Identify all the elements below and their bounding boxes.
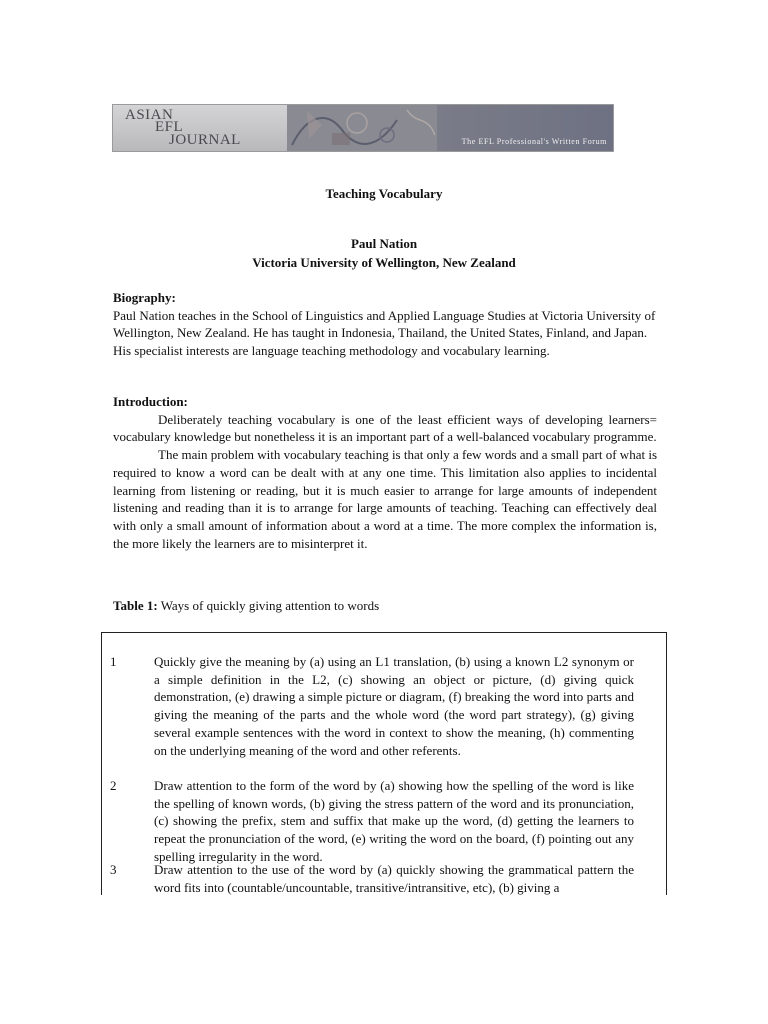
row-text: Quickly give the meaning by (a) using an L1 translation, (b) using a known L2 synonym or a simple definition in the L2, (c) showing an object or picture, (d) giving quick demonstration, (e) drawing a simple picture or diagram, (f) breaking the word into parts and giving the meaning of the parts and the whole word (the word part strategy), (g) giving several example sentences with the word in context to show the meaning, (h) commenting on the underlying meaning of the word and other referents. bbox=[154, 654, 634, 758]
row-number: 1 bbox=[110, 654, 117, 669]
introduction-paragraph-2: The main problem with vocabulary teaching is that only a few words and a small part of what is required to know a word can be dealt with at any one time. This limitation also applies to incidental learning from listening or reading, but it is much easier to arrange for large amounts of independent listening and reading than it is to arrange for large amounts of teaching. Teaching can effectively deal with only a small amount of information about a word at a time. The more complex the information is, the more likely the learners are to misinterpret it. bbox=[113, 447, 657, 551]
row-text: Draw attention to the form of the word by (a) showing how the spelling of the word is like the spelling of known words, (b) giving the stress pattern of the word and its pronunciation, (c) showing the prefix, stem and suffix that make up the word, (d) getting the learners to repeat the pronunciation of the word, (e) writing the word on the board, (f) pointing out any spelling irregularity in the word. bbox=[154, 778, 634, 864]
row-number: 3 bbox=[110, 862, 117, 877]
journal-banner bbox=[112, 104, 614, 152]
table-caption-text: Ways of quickly giving attention to words bbox=[160, 598, 380, 613]
introduction-heading: Introduction: bbox=[113, 394, 188, 409]
journal-tagline: The EFL Professional's Written Forum bbox=[461, 137, 607, 146]
author-name: Paul Nation bbox=[350, 236, 418, 251]
journal-logo bbox=[113, 105, 287, 151]
decorative-art-icon bbox=[287, 105, 437, 151]
biography-heading: Biography: bbox=[113, 290, 176, 305]
logo-line-asian: ASIAN bbox=[125, 107, 174, 123]
row-number: 2 bbox=[110, 778, 117, 793]
methods-table bbox=[101, 632, 667, 895]
table-caption-label: Table 1: bbox=[113, 598, 158, 613]
biography-text: Paul Nation teaches in the School of Linguistics and Applied Language Studies at Victoria University of Wellington, New Zealand. He has taught in Indonesia, Thailand, the United States, Finland, and Japan. His specialist interests are language teaching methodology and vocabulary learning. bbox=[113, 307, 656, 359]
author-affiliation: Victoria University of Wellington, New Zealand bbox=[252, 255, 516, 270]
logo-line-journal: JOURNAL bbox=[169, 132, 241, 148]
introduction-paragraph-1: Deliberately teaching vocabulary is one of the least efficient ways of developing learners= vocabulary knowledge but nonetheless it is an important part of a well-balanced vocabulary programme. bbox=[113, 411, 657, 445]
row-text: Draw attention to the use of the word by (a) quickly showing the grammatical pattern the word fits into (countable/uncountable, transitive/intransitive, etc), (b) giving a bbox=[154, 862, 634, 895]
article-title: Teaching Vocabulary bbox=[325, 186, 443, 201]
logo-line-efl: EFL bbox=[155, 119, 184, 135]
banner-artwork bbox=[287, 105, 613, 151]
biography-section bbox=[113, 289, 657, 360]
table-caption bbox=[113, 598, 379, 614]
introduction-section bbox=[113, 393, 657, 552]
